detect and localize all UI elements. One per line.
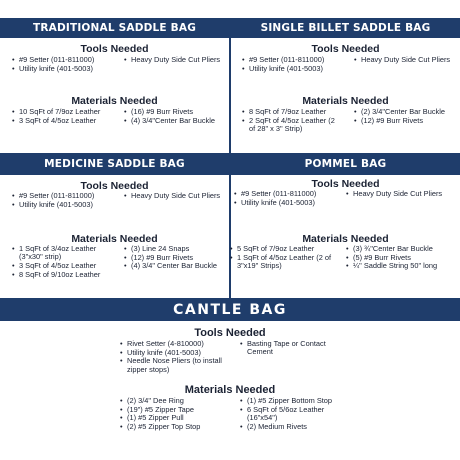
list-item: • (1) #5 Zipper Bottom Stop: [240, 397, 350, 405]
single-billet-saddle-bag-title: SINGLE BILLET SADDLE BAG: [231, 18, 460, 38]
list-item: • Heavy Duty Side Cut Pliers: [124, 56, 228, 64]
list-item: • Utility knife (401-5003): [12, 65, 124, 73]
list-item: • (19") #5 Zipper Tape: [120, 406, 236, 414]
medicine-tools-heading: Tools Needed: [80, 180, 149, 192]
list-item: • (2) #5 Zipper Top Stop: [120, 423, 236, 431]
pommel-bag-title: POMMEL BAG: [231, 153, 460, 175]
pommel-materials-heading: Materials Needed: [302, 233, 389, 245]
list-item: • 10 SqFt of 7/9oz Leather: [12, 108, 124, 116]
cantle-tools-right: [240, 340, 340, 357]
traditional-saddle-bag-title: TRADITIONAL SADDLE BAG: [0, 18, 229, 38]
traditional-tools-heading: Tools Needed: [80, 43, 149, 55]
medicine-materials-heading: Materials Needed: [71, 233, 158, 245]
list-item: • Heavy Duty Side Cut Pliers: [346, 190, 458, 198]
cantle-bag-title: CANTLE BAG: [0, 298, 460, 321]
list-item: • (2) 3/4" Dee Ring: [120, 397, 236, 405]
medicine-tools-right: [124, 192, 228, 201]
single-billet-materials-left: [242, 108, 342, 134]
list-item: • Utility knife (401-5003): [234, 199, 350, 207]
cantle-materials-right: [240, 397, 350, 431]
list-item: • #9 Setter (011-811000): [234, 190, 350, 198]
medicine-materials-right: [124, 245, 228, 271]
list-item: • Needle Nose Pliers (to install zipper stops): [120, 357, 240, 374]
list-item: • Basting Tape or Contact Cement: [240, 340, 340, 357]
medicine-materials-left: [12, 245, 116, 279]
list-item: • (4) 3/4"Center Bar Buckle: [124, 117, 228, 125]
traditional-tools-left: [12, 56, 124, 73]
cantle-tools-heading: Tools Needed: [194, 327, 266, 339]
list-item: • Rivet Setter (4-810000): [120, 340, 240, 348]
list-item: • 8 SqFt of 9/10oz Leather: [12, 271, 116, 279]
list-item: • (12) #9 Burr Rivets: [354, 117, 458, 125]
cantle-materials-left: [120, 397, 236, 431]
pommel-tools-heading: Tools Needed: [311, 178, 380, 190]
list-item: • Utility knife (401-5003): [120, 349, 240, 357]
list-item: • (2) 3/4"Center Bar Buckle: [354, 108, 458, 116]
single-billet-tools-left: [242, 56, 354, 73]
single-billet-tools-heading: Tools Needed: [311, 43, 380, 55]
list-item: • 5 SqFt of 7/9oz Leather: [230, 245, 342, 253]
list-item: • 2 SqFt of 4/5oz Leather (2 of 28" x 3" Strip): [242, 117, 342, 134]
list-item: • (1) #5 Zipper Pull: [120, 414, 236, 422]
list-item: • ¼" Saddle String 50" long: [346, 262, 458, 270]
traditional-tools-right: [124, 56, 228, 65]
list-item: • Heavy Duty Side Cut Pliers: [124, 192, 228, 200]
list-item: • 6 SqFt of 5/6oz Leather (16"x54"): [240, 406, 350, 423]
cantle-tools-left: [120, 340, 240, 374]
pommel-materials-right: [346, 245, 458, 271]
list-item: • (2) Medium Rivets: [240, 423, 350, 431]
traditional-materials-left: [12, 108, 124, 125]
list-item: • #9 Setter (011-811000): [12, 56, 124, 64]
single-billet-tools-right: [354, 56, 458, 65]
list-item: • 8 SqFt of 7/9oz Leather: [242, 108, 342, 116]
list-item: • (5) #9 Burr Rivets: [346, 254, 458, 262]
list-item: • Utility knife (401-5003): [12, 201, 124, 209]
list-item: • (4) 3/4" Center Bar Buckle: [124, 262, 228, 270]
list-item: • Heavy Duty Side Cut Pliers: [354, 56, 458, 64]
list-item: • #9 Setter (011-811000): [242, 56, 354, 64]
single-billet-materials-heading: Materials Needed: [302, 95, 389, 107]
list-item: • 3 SqFt of 4/5oz Leather: [12, 262, 116, 270]
pommel-materials-left: [230, 245, 342, 271]
list-item: • Utility knife (401-5003): [242, 65, 354, 73]
list-item: • (12) #9 Burr Rivets: [124, 254, 228, 262]
pommel-tools-left: [234, 190, 350, 207]
medicine-tools-left: [12, 192, 124, 209]
medicine-saddle-bag-title: MEDICINE SADDLE BAG: [0, 153, 229, 175]
single-billet-materials-right: [354, 108, 458, 125]
traditional-materials-heading: Materials Needed: [71, 95, 158, 107]
list-item: • 1 SqFt of 4/5oz Leather (2 of 3"x19" Strips): [230, 254, 342, 271]
list-item: • #9 Setter (011-811000): [12, 192, 124, 200]
traditional-materials-right: [124, 108, 228, 125]
list-item: • 1 SqFt of 3/4oz Leather (3"x30" strip): [12, 245, 116, 262]
list-item: • (3) ¾"Center Bar Buckle: [346, 245, 458, 253]
list-item: • (3) Line 24 Snaps: [124, 245, 228, 253]
list-item: • 3 SqFt of 4/5oz Leather: [12, 117, 124, 125]
cantle-materials-heading: Materials Needed: [184, 384, 276, 396]
pommel-tools-right: [346, 190, 458, 199]
list-item: • (16) #9 Burr Rivets: [124, 108, 228, 116]
